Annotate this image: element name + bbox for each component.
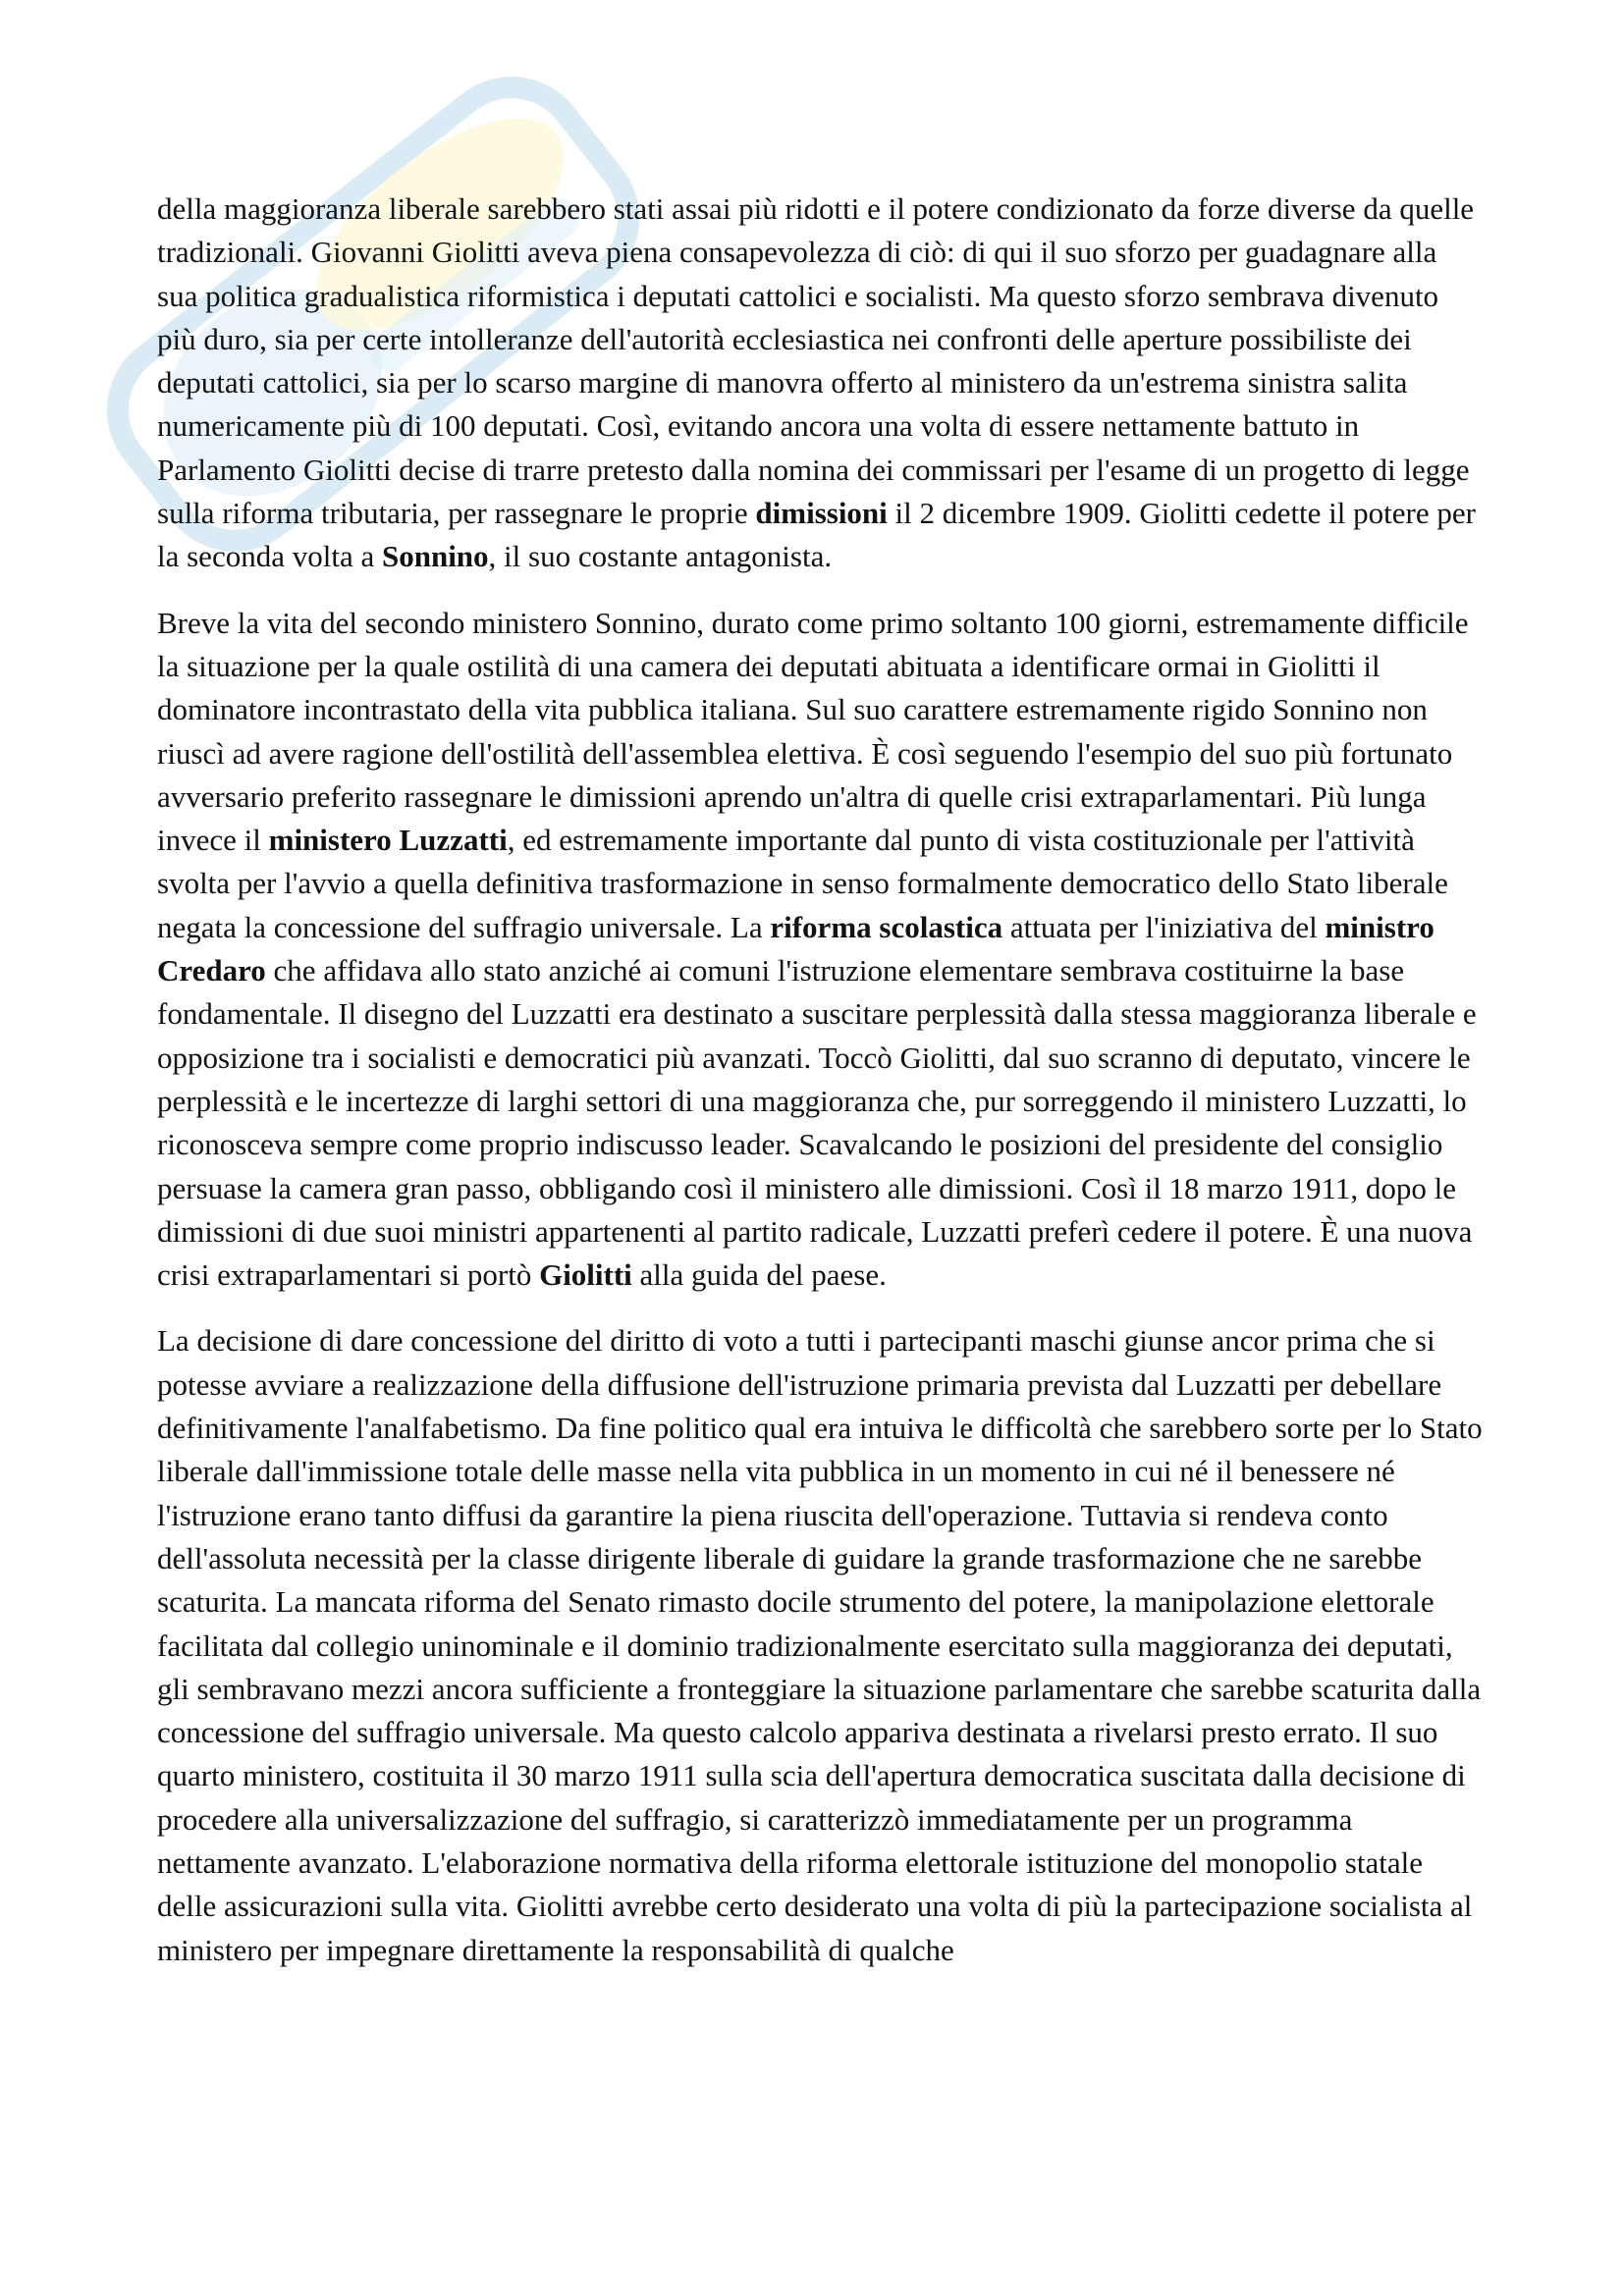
text-run: della maggioranza liberale sarebbero stati assai più ridotti e il potere condizionato da forze diverse da quelle tradizionali. Giovanni Giolitti aveva piena consapevolezza di ciò: di qui il suo sforzo per guadagnare alla sua politica gradualistica riformistica i deputati cattolici e socialisti. Ma questo sforzo sembrava divenuto più duro, sia per certe intolleranze dell'autorità ecclesiastica nei confronti delle aperture possibiliste dei deputati cattolici, sia per lo scarso margine di manovra offerto al ministero da un'estrema sinistra salita numericamente più di 100 deputati. Così, evitando ancora una volta di essere nettamente battuto in Parlamento Giolitti decise di trarre pretesto dalla nomina dei commissari per l'esame di un progetto di legge sulla riforma tributaria, per rassegnare le proprie: [157, 191, 1475, 531]
bold-term: ministro Credaro: [157, 909, 1435, 988]
paragraph: [157, 1319, 1483, 1971]
bold-term: ministero Luzzatti: [268, 823, 508, 858]
text-run: alla guida del paese.: [631, 1257, 887, 1293]
text-run: La decisione di dare concessione del diritto di voto a tutti i partecipanti maschi giunse ancor prima che si potesse avviare a realizzazione della diffusione dell'istruzione primaria prevista dal Luzzatti per debellare definitivamente l'analfabetismo. Da fine politico qual era intuiva le difficoltà che sarebbero sorte per lo Stato liberale dall'immissione totale delle masse nella vita pubblica in un momento in cui né il benessere né l'istruzione erano tanto diffusi da garantire la piena riuscita dell'operazione. Tuttavia si rendeva conto dell'assoluta necessità per la classe dirigente liberale di guidare la grande trasformazione che ne sarebbe scaturita. La mancata riforma del Senato rimasto docile strumento del potere, la manipolazione elettorale facilitata dal collegio uninominale e il dominio tradizionalmente esercitato sulla maggioranza dei deputati, gli sembravano mezzi ancora sufficiente a fronteggiare la situazione parlamentare che sarebbe scaturita dalla concessione del suffragio universale. Ma questo calcolo appariva destinata a rivelarsi presto errato. Il suo quarto ministero, costituita il 30 marzo 1911 sulla scia dell'apertura democratica suscitata dalla decisione di procedere alla universalizzazione del suffragio, si caratterizzò immediatamente per un programma nettamente avanzato. L'elaborazione normativa della riforma elettorale istituzione del monopolio statale delle assicurazioni sulla vita. Giolitti avrebbe certo desiderato una volta di più la partecipazione socialista al ministero per impegnare direttamente la responsabilità di qualche: [157, 1323, 1483, 1967]
bold-term: dimissioni: [755, 496, 888, 531]
paragraph: [157, 602, 1483, 1298]
text-run: attuata per l'iniziativa del: [1002, 909, 1326, 944]
text-run: il 2 dicembre 1909. Giolitti cedette il potere per la seconda volta a: [157, 496, 1476, 574]
text-run: , il suo costante antagonista.: [488, 539, 833, 574]
document-body: [157, 187, 1483, 1995]
text-run: , ed estremamente importante dal punto di vista costituzionale per l'attività svolta per l'avvio a quella definitiva trasformazione in senso formalmente democratico dello Stato liberale negata la concessione del suffragio universale. La: [157, 823, 1448, 944]
text-run: che affidava allo stato anziché ai comuni l'istruzione elementare sembrava costituirne la base fondamentale. Il disegno del Luzzatti era destinato a suscitare perplessità dalla stessa maggioranza liberale e opposizione tra i socialisti e democratici più avanzati. Toccò Giolitti, dal suo scranno di deputato, vincere le perplessità e le incertezze di larghi settori di una maggioranza che, pur sorreggendo il ministero Luzzatti, lo riconosceva sempre come proprio indiscusso leader. Scavalcando le posizioni del presidente del consiglio persuase la camera gran passo, obbligando così il ministero alle dimissioni. Così il 18 marzo 1911, dopo le dimissioni di due suoi ministri appartenenti al partito radicale, Luzzatti preferì cedere il potere. È una nuova crisi extraparlamentari si portò: [157, 953, 1477, 1293]
paragraph: [157, 187, 1483, 579]
bold-term: Giolitti: [539, 1257, 632, 1293]
bold-term: Sonnino: [381, 539, 489, 574]
bold-term: riforma scolastica: [770, 909, 1003, 944]
text-run: Breve la vita del secondo ministero Sonnino, durato come primo soltanto 100 giorni, estremamente difficile la situazione per la quale ostilità di una camera dei deputati abituata a identificare ormai in Giolitti il dominatore incontrastato della vita pubblica italiana. Sul suo carattere estremamente rigido Sonnino non riuscì ad avere ragione dell'ostilità dell'assemblea elettiva. È così seguendo l'esempio del suo più fortunato avversario preferito rassegnare le dimissioni aprendo un'altra di quelle crisi extraparlamentari. Più lunga invece il: [157, 605, 1469, 858]
